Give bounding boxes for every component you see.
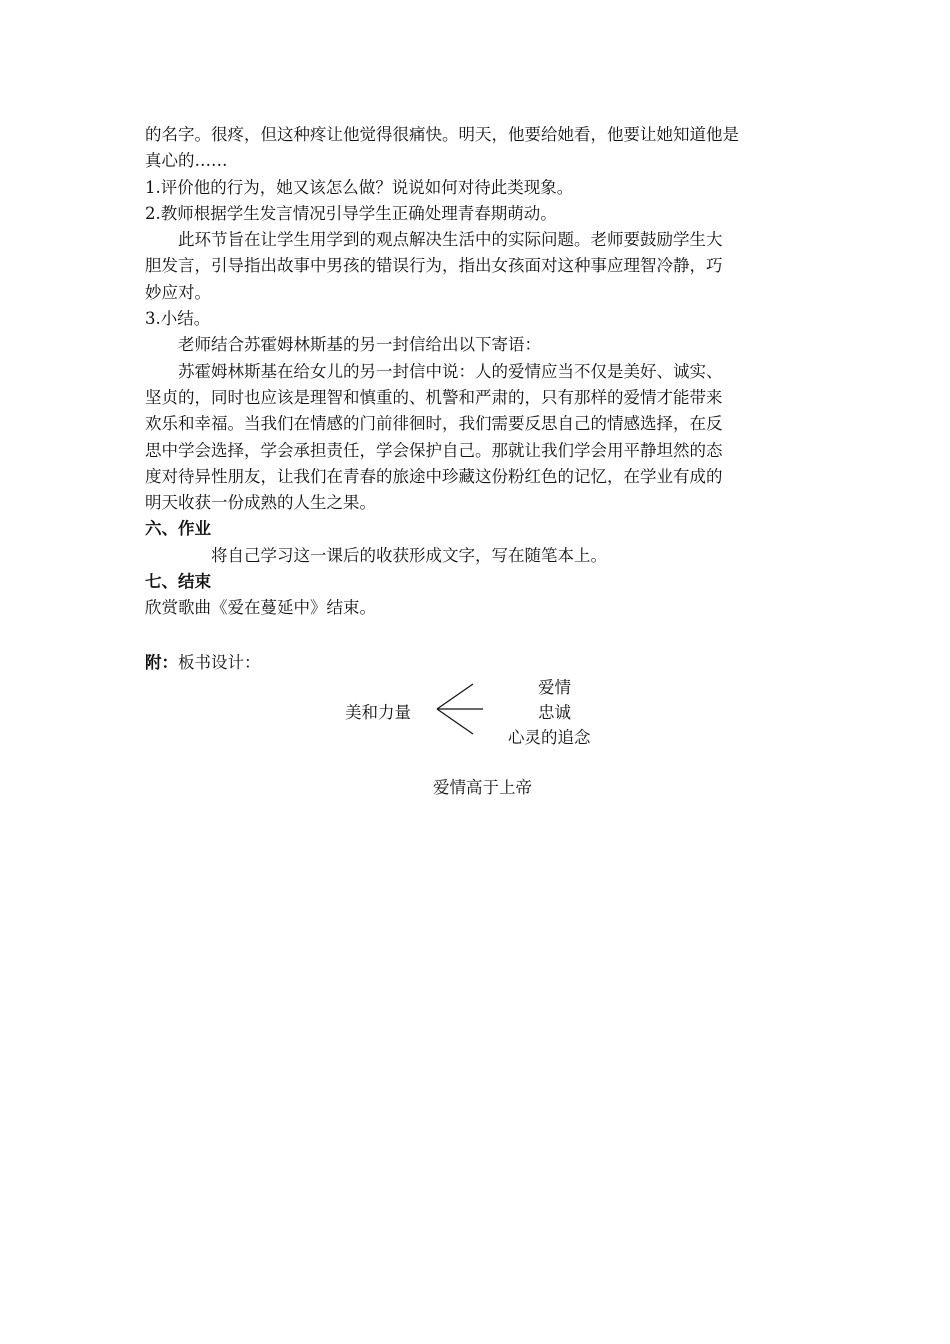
quote-line: 苏霍姆林斯基在给女儿的另一封信中说：人的爱情应当不仅是美好、诚实、 [178,361,723,381]
paragraph-line: 妙应对。 [145,282,211,302]
board-right-item-3: 心灵的追念 [508,728,591,747]
ending-text: 欣赏歌曲《爱在蔓延中》结束。 [145,598,376,618]
appendix-line [145,650,810,676]
homework-text: 将自己学习这一课后的收获形成文字，写在随笔本上。 [211,545,607,565]
section-heading-homework: 六、作业 [145,519,211,539]
paragraph-line: 老师结合苏霍姆林斯基的另一封信给出以下寄语： [178,335,541,355]
paragraph-line: 真心的…… [145,151,228,171]
quote-line: 度对待异性朋友，让我们在青春的旅途中珍藏这份粉红色的记忆，在学业有成的 [145,466,723,486]
question-2: 2.教师根据学生发言情况引导学生正确处理青春期萌动。 [145,203,557,223]
section-heading-ending: 七、结束 [145,572,211,592]
summary-item: 3.小结。 [145,309,211,329]
document-body [145,122,810,676]
question-1: 1.评价他的行为，她又该怎么做？说说如何对待此类现象。 [145,177,574,197]
quote-line: 坚贞的，同时也应该是理智和慎重的、机警和严肃的，只有那样的爱情才能带来 [145,387,723,407]
appendix-text: 板书设计： [178,652,261,672]
appendix-label: 附： [145,652,178,672]
paragraph-line: 胆发言，引导指出故事中男孩的错误行为，指出女孩面对这种事应理智冷静，巧 [145,256,723,276]
quote-line: 欢乐和幸福。当我们在情感的门前徘徊时，我们需要反思自己的情感选择，在反 [145,414,723,434]
board-bottom-label: 爱情高于上帝 [433,778,532,797]
board-left-label: 美和力量 [345,703,411,722]
quote-line: 明天收获一份成熟的人生之果。 [145,493,376,513]
paragraph-line: 的名字。很疼，但这种疼让他觉得很痛快。明天，他要给她看，他要让她知道他是 [145,125,739,144]
board-right-item-1: 爱情 [538,678,571,697]
board-right-item-2: 忠诚 [538,703,571,722]
spacer [145,622,810,650]
paragraph-line: 此环节旨在让学生用学到的观点解决生活中的实际问题。老师要鼓励学生大 [178,230,723,250]
quote-line: 思中学会选择，学会承担责任，学会保护自己。那就让我们学会用平静坦然的态 [145,440,723,460]
